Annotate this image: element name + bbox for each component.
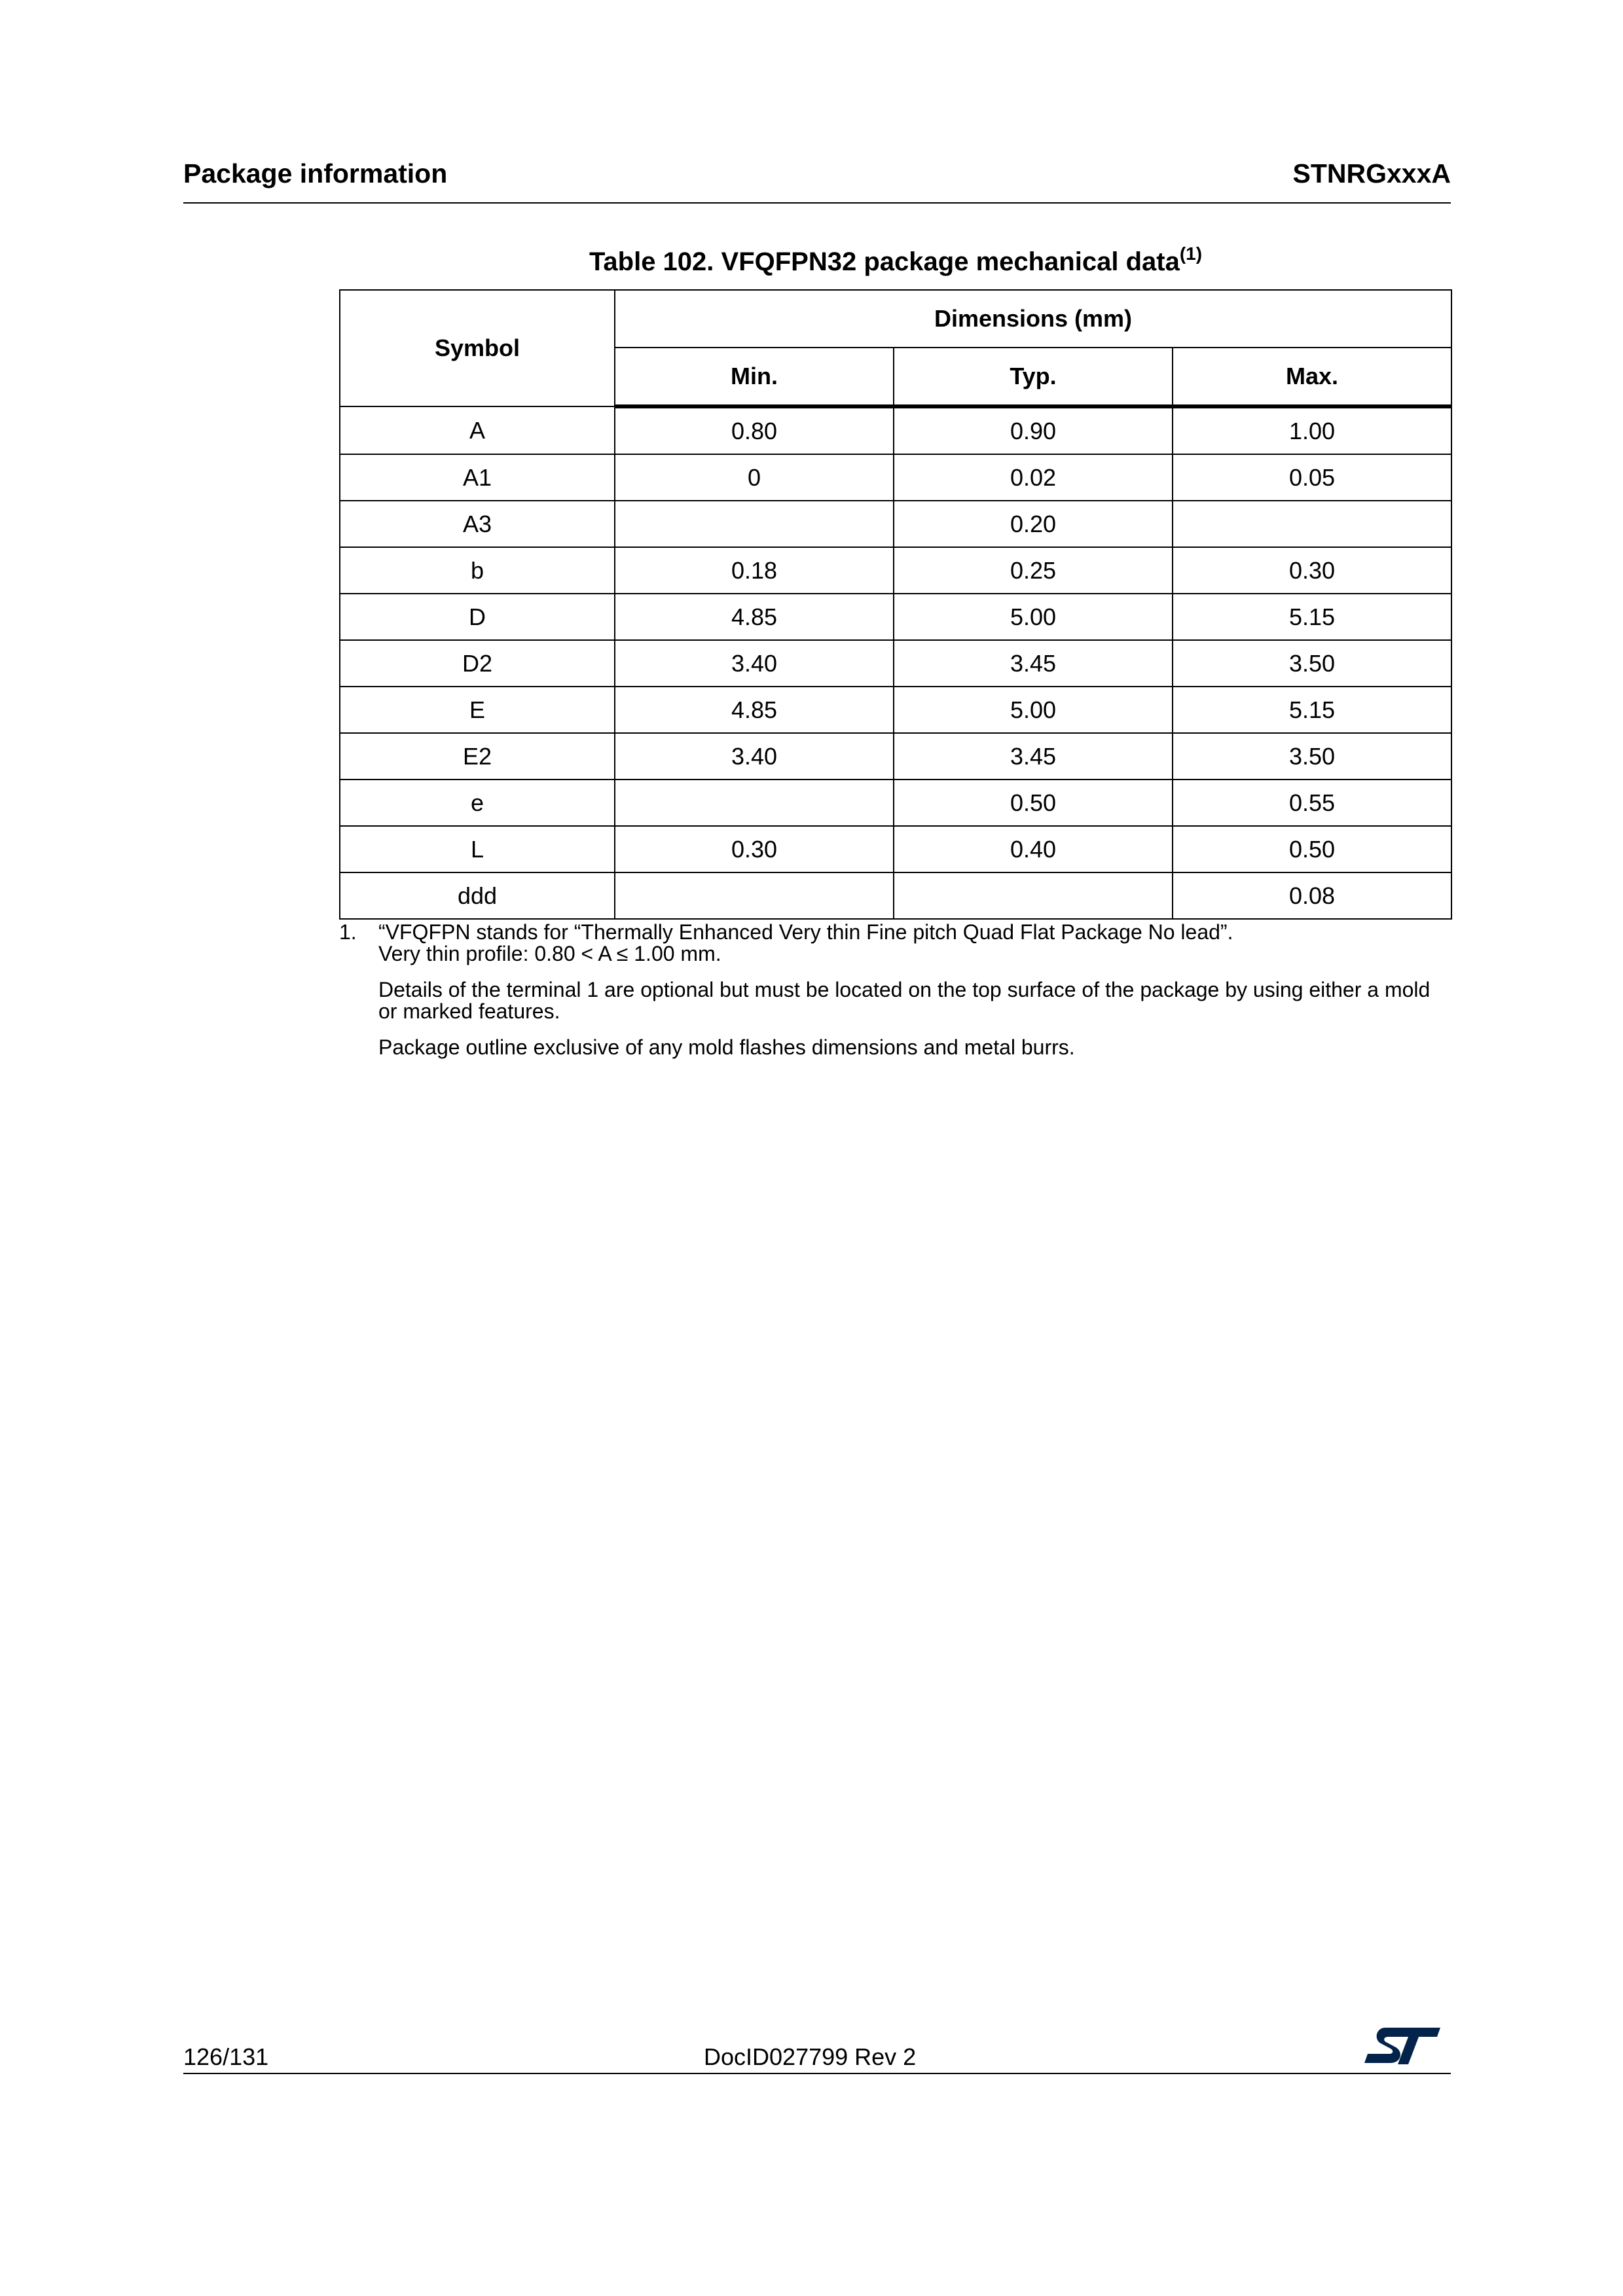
footnote-para-2: Details of the terminal 1 are optional but must be located on the top surface of the package by using either a mold or marked features. — [378, 978, 1431, 1023]
footnote-para-1 — [378, 922, 1452, 965]
cell-max — [1173, 501, 1451, 547]
cell-typ: 3.45 — [894, 640, 1173, 687]
mechanical-data-table — [339, 289, 1452, 920]
cell-min — [615, 501, 894, 547]
cell-max: 0.55 — [1173, 780, 1451, 826]
cell-typ: 5.00 — [894, 594, 1173, 640]
cell-max: 3.50 — [1173, 640, 1451, 687]
table-row — [340, 640, 1451, 687]
cell-min — [615, 872, 894, 919]
table-row — [340, 687, 1451, 733]
cell-typ — [894, 872, 1173, 919]
cell-min: 0 — [615, 454, 894, 501]
table-row — [340, 501, 1451, 547]
cell-max: 0.50 — [1173, 826, 1451, 872]
table-title — [340, 243, 1451, 277]
cell-symbol: E2 — [340, 733, 615, 780]
table-row — [340, 872, 1451, 919]
cell-symbol: A1 — [340, 454, 615, 501]
footnote-line-1: “VFQFPN stands for “Thermally Enhanced Very thin Fine pitch Quad Flat Package No lead”. — [378, 920, 1233, 944]
header-typ: Typ. — [894, 348, 1173, 406]
table-row — [340, 780, 1451, 826]
header-dimensions: Dimensions (mm) — [615, 290, 1451, 348]
header-section-title: Package information — [183, 158, 448, 188]
document-id: DocID027799 Rev 2 — [704, 2043, 917, 2070]
cell-symbol: D — [340, 594, 615, 640]
table-row — [340, 594, 1451, 640]
footnote-number: 1. — [339, 920, 357, 944]
cell-typ: 0.40 — [894, 826, 1173, 872]
table-title-footnote-ref: (1) — [1179, 243, 1203, 264]
cell-max: 0.30 — [1173, 547, 1451, 594]
page-number: 126/131 — [183, 2043, 269, 2070]
footnote-line-2: Very thin profile: 0.80 < A ≤ 1.00 mm. — [378, 942, 721, 965]
cell-symbol: A — [340, 406, 615, 454]
cell-min: 0.30 — [615, 826, 894, 872]
cell-typ: 0.90 — [894, 406, 1173, 454]
cell-max: 5.15 — [1173, 687, 1451, 733]
cell-typ: 0.20 — [894, 501, 1173, 547]
table-row — [340, 406, 1451, 454]
st-logo-icon — [1363, 2022, 1442, 2068]
cell-max: 0.05 — [1173, 454, 1451, 501]
cell-symbol: b — [340, 547, 615, 594]
cell-symbol: E — [340, 687, 615, 733]
cell-max: 1.00 — [1173, 406, 1451, 454]
table-row — [340, 454, 1451, 501]
header-divider — [183, 202, 1451, 204]
cell-symbol: ddd — [340, 872, 615, 919]
cell-typ: 5.00 — [894, 687, 1173, 733]
cell-symbol: L — [340, 826, 615, 872]
cell-typ: 0.25 — [894, 547, 1173, 594]
header-min: Min. — [615, 348, 894, 406]
cell-min: 3.40 — [615, 733, 894, 780]
cell-max: 3.50 — [1173, 733, 1451, 780]
footnote-para-3: Package outline exclusive of any mold flashes dimensions and metal burrs. — [378, 1035, 1075, 1059]
header-max: Max. — [1173, 348, 1451, 406]
cell-typ: 0.50 — [894, 780, 1173, 826]
table-title-text: Table 102. VFQFPN32 package mechanical data — [589, 247, 1180, 276]
cell-min: 4.85 — [615, 594, 894, 640]
header-symbol: Symbol — [340, 290, 615, 406]
cell-min: 3.40 — [615, 640, 894, 687]
footnote-body — [378, 922, 1452, 1073]
cell-min: 0.18 — [615, 547, 894, 594]
table-row — [340, 547, 1451, 594]
cell-symbol: D2 — [340, 640, 615, 687]
footer-divider — [183, 2073, 1451, 2074]
cell-symbol: e — [340, 780, 615, 826]
cell-min: 4.85 — [615, 687, 894, 733]
table-row — [340, 826, 1451, 872]
cell-typ: 3.45 — [894, 733, 1173, 780]
cell-symbol: A3 — [340, 501, 615, 547]
cell-max: 5.15 — [1173, 594, 1451, 640]
cell-min: 0.80 — [615, 406, 894, 454]
header-product-name: STNRGxxxA — [1292, 158, 1451, 188]
st-logo-shape — [1364, 2028, 1440, 2064]
cell-max: 0.08 — [1173, 872, 1451, 919]
cell-typ: 0.02 — [894, 454, 1173, 501]
table-row — [340, 733, 1451, 780]
cell-min — [615, 780, 894, 826]
